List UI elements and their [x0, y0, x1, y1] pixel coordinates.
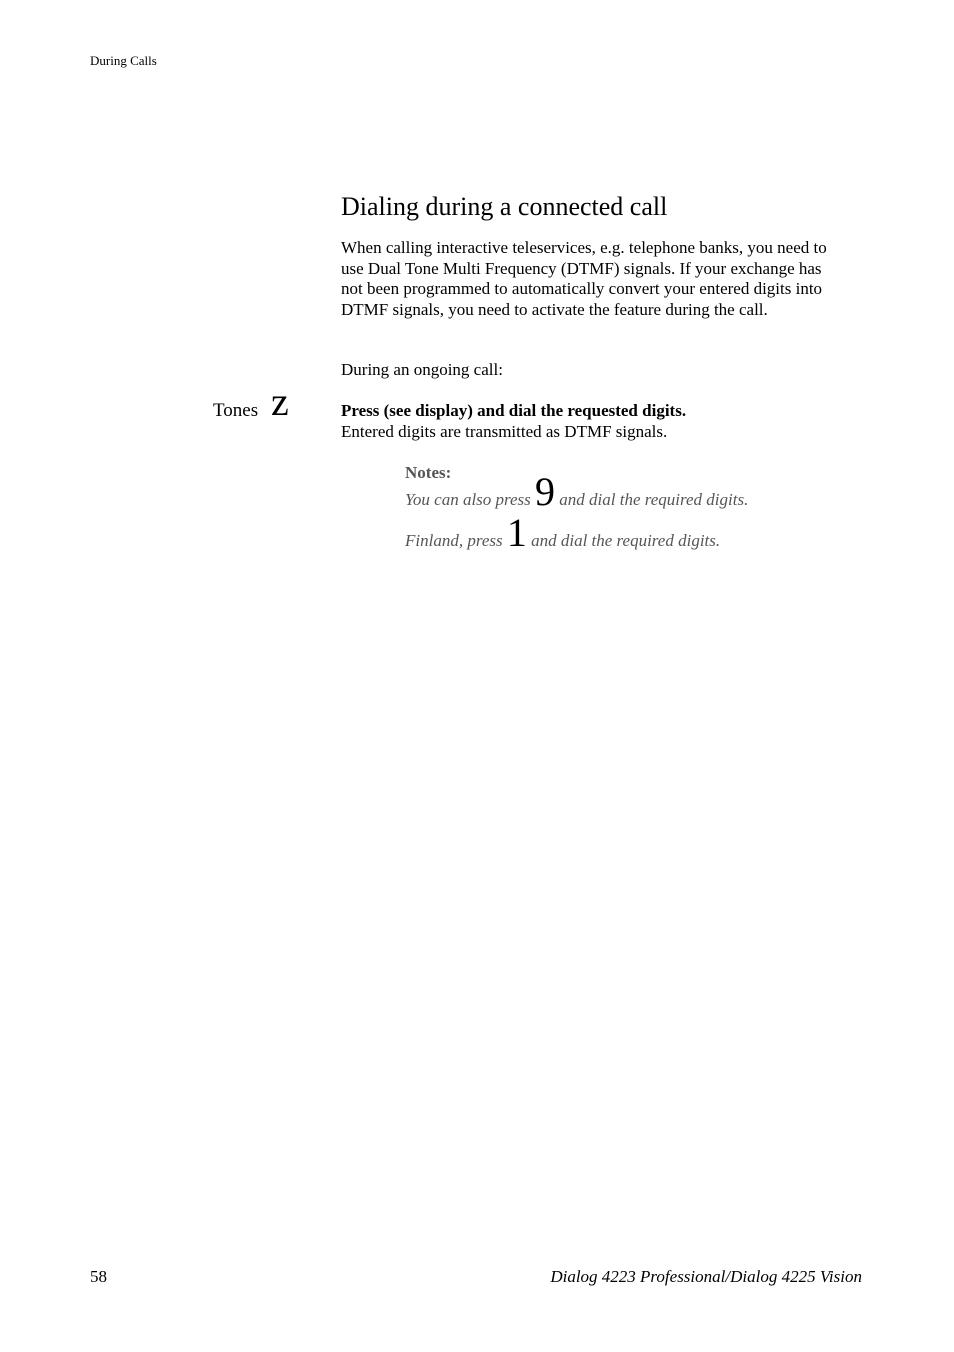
step-instruction: Press (see display) and dial the requested digits.	[341, 401, 687, 420]
digit-key-icon: 9	[535, 469, 556, 514]
page-number: 58	[90, 1267, 107, 1286]
note-text: You can also press	[405, 490, 531, 509]
running-header: During Calls	[90, 53, 157, 68]
intro-line: DTMF signals, you need to activate the feature during the call.	[341, 299, 768, 319]
note-text: and dial the required digits.	[559, 490, 749, 509]
intro-line: When calling interactive teleservices, e.g. telephone banks, you need to	[341, 238, 827, 257]
note-item	[405, 510, 721, 555]
intro-line: not been programmed to automatically convert your entered digits into	[341, 279, 823, 298]
section-title: Dialing during a connected call	[341, 192, 668, 221]
intro-paragraph	[341, 238, 866, 320]
ongoing-call-label: During an ongoing call:	[341, 360, 503, 379]
footer-product-name: Dialog 4223 Professional/Dialog 4225 Vision	[550, 1267, 862, 1286]
intro-line: use Dual Tone Multi Frequency (DTMF) signals. If your exchange has	[341, 258, 822, 278]
digit-key-icon: 1	[506, 510, 527, 555]
tones-softkey-label: Tones	[213, 400, 259, 421]
notes-heading: Notes:	[405, 463, 452, 482]
step-result: Entered digits are transmitted as DTMF signals.	[341, 422, 668, 441]
tones-key-symbol: z	[271, 379, 289, 424]
note-text: Finland, press	[405, 531, 503, 550]
note-text: and dial the required digits.	[531, 531, 721, 550]
